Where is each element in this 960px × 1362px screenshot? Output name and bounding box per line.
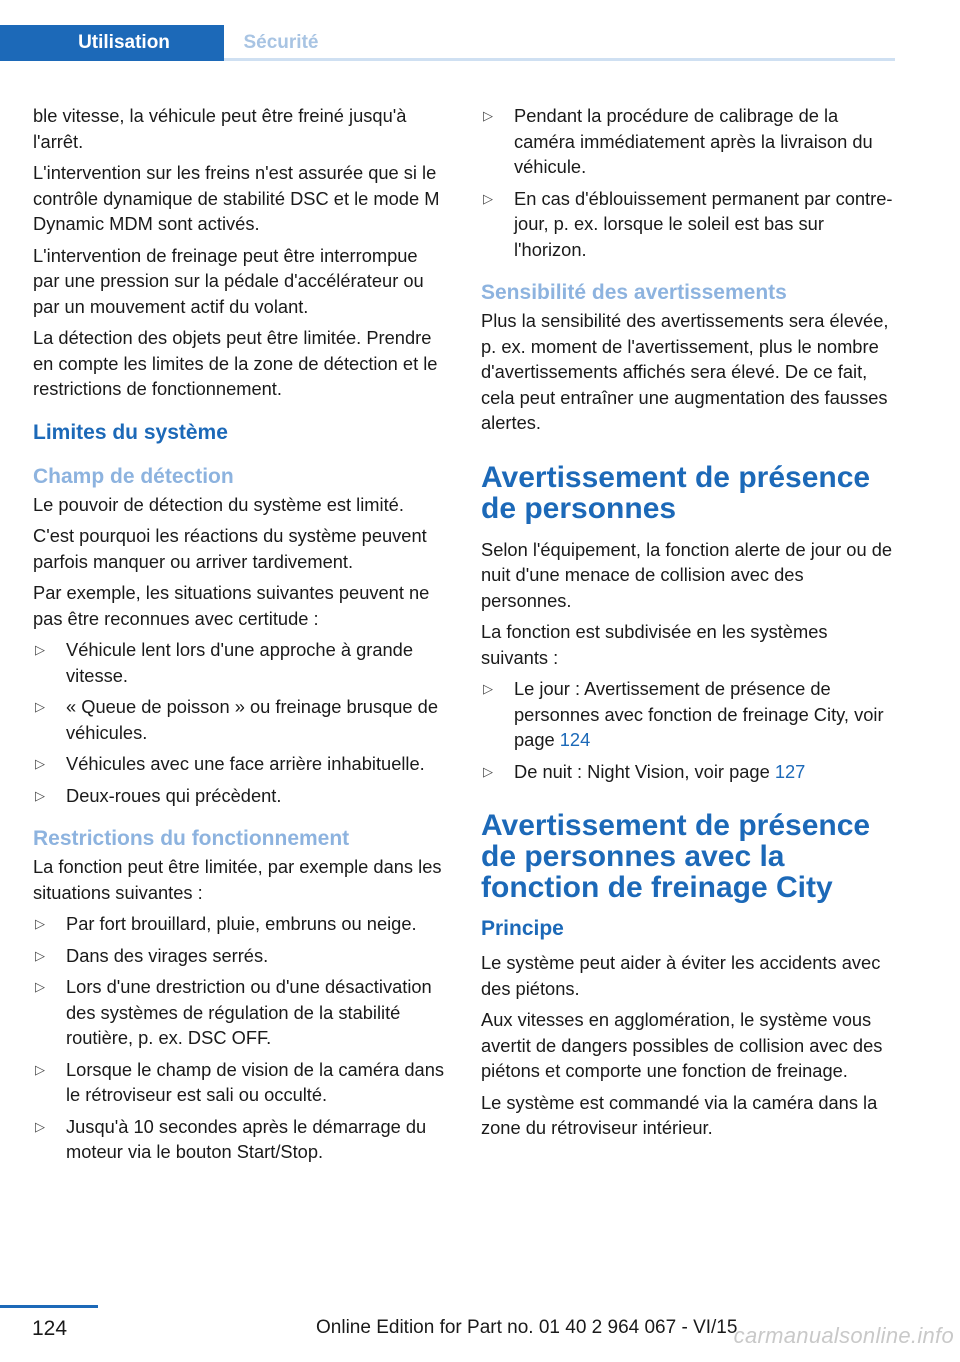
list-item: ▷ Véhicules avec une face arrière inhabituelle. <box>33 751 449 777</box>
paragraph: L'intervention sur les freins n'est assurée que si le contrôle dynamique de stabilité DSC et le mode M Dynamic MDM sont activés. <box>33 162 440 234</box>
paragraph: Le pouvoir de détection du système est limité. <box>33 493 404 515</box>
heading-sensibilite: Sensibilité des avertissements <box>481 281 787 304</box>
bullet-list-restrictions <box>33 911 449 1165</box>
triangle-right-outline-icon: ▷ <box>35 979 45 994</box>
triangle-right-outline-icon: ▷ <box>35 756 45 771</box>
triangle-right-outline-icon: ▷ <box>483 763 493 779</box>
tab-securite[interactable]: Sécurité <box>243 32 319 53</box>
page-link-127[interactable]: 127 <box>774 760 806 782</box>
triangle-right-outline-icon: ▷ <box>35 1118 45 1134</box>
paragraph: ble vitesse, la véhicule peut être freiné jusqu'à l'arrêt. <box>33 105 407 152</box>
paragraph: L'intervention de freinage peut être interrompue par une pression sur la pédale d'accélérateur ou par un mouvement actif du volant. <box>33 244 424 317</box>
list-item: ▷ Véhicule lent lors d'une approche à grande vitesse. <box>35 639 414 686</box>
paragraph: Selon l'équipement, la fonction alerte de jour ou de nuit d'une menace de collision avec des personnes. <box>481 538 893 611</box>
bullet-list-restrictions-cont <box>481 103 897 262</box>
paragraph: La fonction est subdivisée en les systèmes suivants : <box>481 621 828 668</box>
triangle-right-outline-icon: ▷ <box>35 1061 45 1077</box>
triangle-right-outline-icon: ▷ <box>483 108 493 123</box>
header-divider <box>224 58 895 61</box>
paragraph: Plus la sensibilité des avertissements sera élevée, p. ex. moment de l'avertissement, plus le nombre d'avertissements affichés sera élevé. De ce fait, cela peut entraîner une augmentation des fausses alertes. <box>481 310 889 433</box>
left-column <box>33 103 449 1171</box>
paragraph: La détection des objets peut être limitée. Prendre en compte les limites de la zone de détection et le restrictions de fonctionnement. <box>33 327 438 399</box>
page-number: 124 <box>32 1317 68 1340</box>
triangle-right-outline-icon: ▷ <box>35 699 45 714</box>
heading-limites-systeme: Limites du système <box>33 420 228 444</box>
footer-rule <box>0 1305 98 1308</box>
triangle-right-outline-icon: ▷ <box>35 642 45 657</box>
paragraph: Aux vitesses en agglomération, le système vous avertit de dangers possibles de collision avec des piétons et comporte une fonction de freinage. <box>481 1009 883 1081</box>
paragraph: Le système est commandé via la caméra dans la zone du rétroviseur intérieur. <box>481 1091 878 1138</box>
paragraph: La fonction peut être limitée, par exemple dans les situations suivantes : <box>33 856 442 903</box>
header-tabs <box>0 25 895 61</box>
list-item: ▷ En cas d'éblouissement permanent par contre-jour, p. ex. lorsque le soleil est bas sur l'horizon. <box>483 187 893 260</box>
list-item: ▷ Pendant la procédure de calibrage de la caméra immédiatement après la livraison du véhicule. <box>483 105 873 177</box>
paragraph: C'est pourquoi les réactions du système peuvent parfois manquer ou arriver tardivement. <box>33 525 427 572</box>
list-item: ▷ De nuit : Night Vision, voir page 127 <box>481 759 897 785</box>
list-item: ▷ « Queue de poisson » ou freinage brusque de véhicules. <box>35 696 438 743</box>
heading-principe: Principe <box>481 917 564 940</box>
list-item: ▷ Lorsque le champ de vision de la caméra dans le rétroviseur est sali ou occulté. <box>35 1058 445 1105</box>
triangle-right-outline-icon: ▷ <box>35 916 45 931</box>
page-link-124[interactable]: 124 <box>559 729 591 750</box>
bullet-list-systemes <box>481 676 897 784</box>
triangle-right-outline-icon: ▷ <box>483 190 493 206</box>
paragraph: Le système peut aider à éviter les accidents avec des piétons. <box>481 952 881 999</box>
edition-note: Online Edition for Part no. 01 40 2 964 067 - VI/15 <box>316 1317 738 1338</box>
tab-utilisation[interactable]: Utilisation <box>0 25 224 61</box>
list-item: ▷ Le jour : Avertissement de présence de personnes avec fonction de freinage City, voir page 124 <box>483 678 884 750</box>
heading-avertissement-presence: Avertissement de présence de personnes <box>481 460 871 525</box>
triangle-right-outline-icon: ▷ <box>35 947 45 963</box>
list-item: ▷ Par fort brouillard, pluie, embruns ou neige. <box>33 911 449 937</box>
heading-restrictions: Restrictions du fonctionnement <box>33 827 350 850</box>
triangle-right-outline-icon: ▷ <box>35 787 45 803</box>
list-item: ▷ Dans des virages serrés. <box>33 943 449 969</box>
bullet-list-situations <box>33 637 449 808</box>
heading-freinage-city: Avertissement de présence de personnes avec la fonction de freinage City <box>481 809 871 904</box>
list-item: ▷ Deux-roues qui précèdent. <box>33 783 449 809</box>
watermark: carmanualsonline.info <box>733 1323 954 1348</box>
list-item: ▷ Jusqu'à 10 secondes après le démarrage du moteur via le bouton Start/Stop. <box>35 1115 427 1162</box>
list-item: ▷ Lors d'une drestriction ou d'une désactivation des systèmes de régulation de la stabilité routière, p. ex. DSC OFF. <box>35 976 432 1048</box>
heading-champ-detection: Champ de détection <box>33 464 234 488</box>
right-column <box>481 103 897 1147</box>
paragraph: Par exemple, les situations suivantes peuvent ne pas être reconnues avec certitude : <box>33 582 430 629</box>
triangle-right-outline-icon: ▷ <box>483 681 493 696</box>
